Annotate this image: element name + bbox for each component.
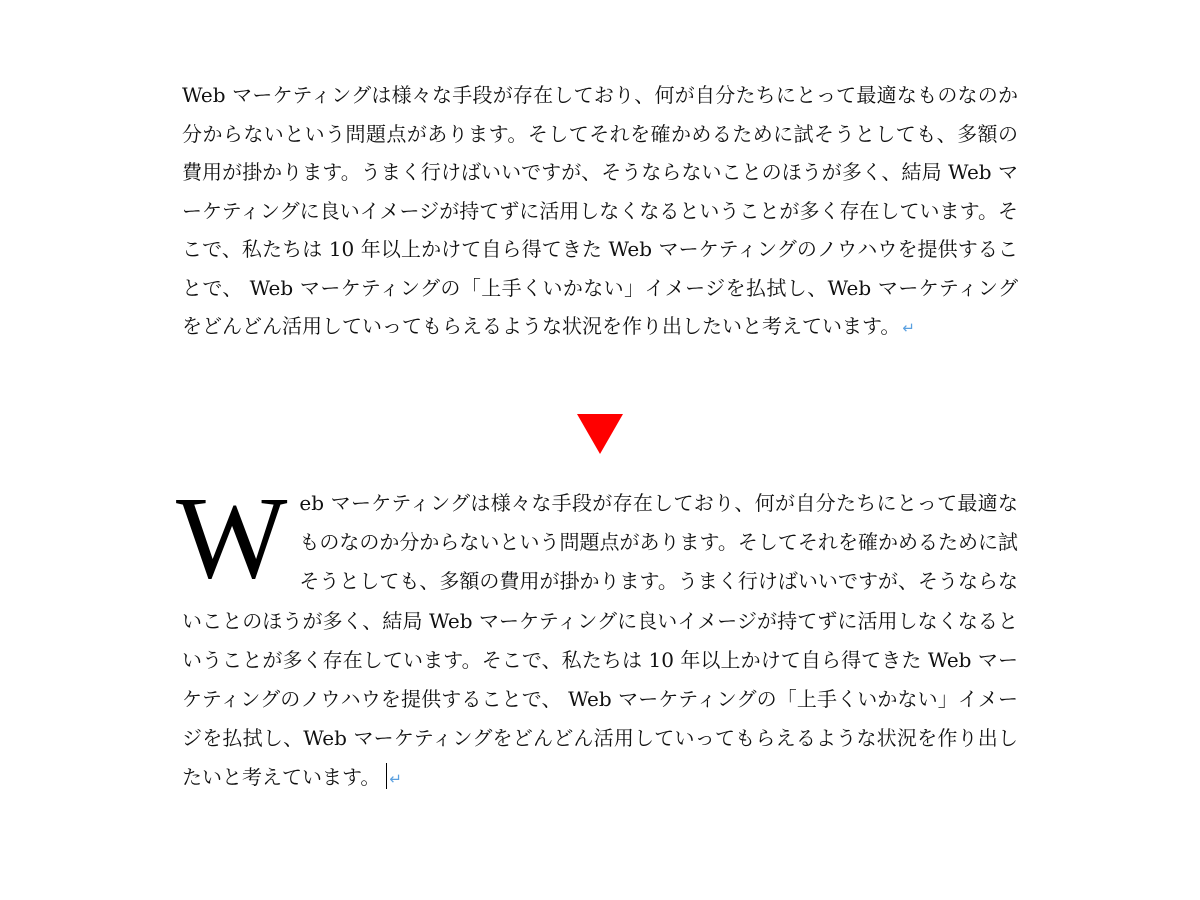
paragraph-after-body[interactable]	[176, 472, 1018, 800]
drop-cap-letter: W	[176, 472, 288, 603]
down-arrow-icon	[577, 414, 623, 454]
paragraph-before-body[interactable]	[182, 76, 1018, 348]
paragraph-mark-icon: ↵	[389, 770, 402, 789]
paragraph-after-text: eb マーケティングは様々な手段が存在しており、何が自分たちにとって最適なものなのか分からないという問題点があります。そしてそれを確かめるために試そうとしても、多額の費用が掛かります。うまく行けばいいですが、そうならないことのほうが多く、結局 Web マーケティングに良いイメージが持てずに活用しなくなるということが多く存在しています。そこで、私たちは 10 年以上かけて自ら得てきた Web マーケティングのノウハウを提供することで、 Web マーケティングの「上手くいかない」イメージを払拭し、Web マーケティングをどんどん活用していってもらえるような状況を作り出したいと考えています。	[182, 491, 1018, 790]
paragraph-mark-icon: ↵	[902, 319, 915, 337]
paragraph-before[interactable]	[182, 76, 1018, 348]
text-cursor	[386, 763, 387, 789]
paragraph-after[interactable]	[176, 472, 1018, 800]
paragraph-before-text: Web マーケティングは様々な手段が存在しており、何が自分たちにとって最適なものなのか分からないという問題点があります。そしてそれを確かめるために試そうとしても、多額の費用が掛かります。うまく行けばいいですが、そうならないことのほうが多く、結局 Web マーケティングに良いイメージが持てずに活用しなくなるということが多く存在しています。そこで、私たちは 10 年以上かけて自ら得てきた Web マーケティングのノウハウを提供することで、 Web マーケティングの「上手くいかない」イメージを払拭し、Web マーケティングをどんどん活用していってもらえるような状況を作り出したいと考えています。	[182, 83, 1018, 338]
